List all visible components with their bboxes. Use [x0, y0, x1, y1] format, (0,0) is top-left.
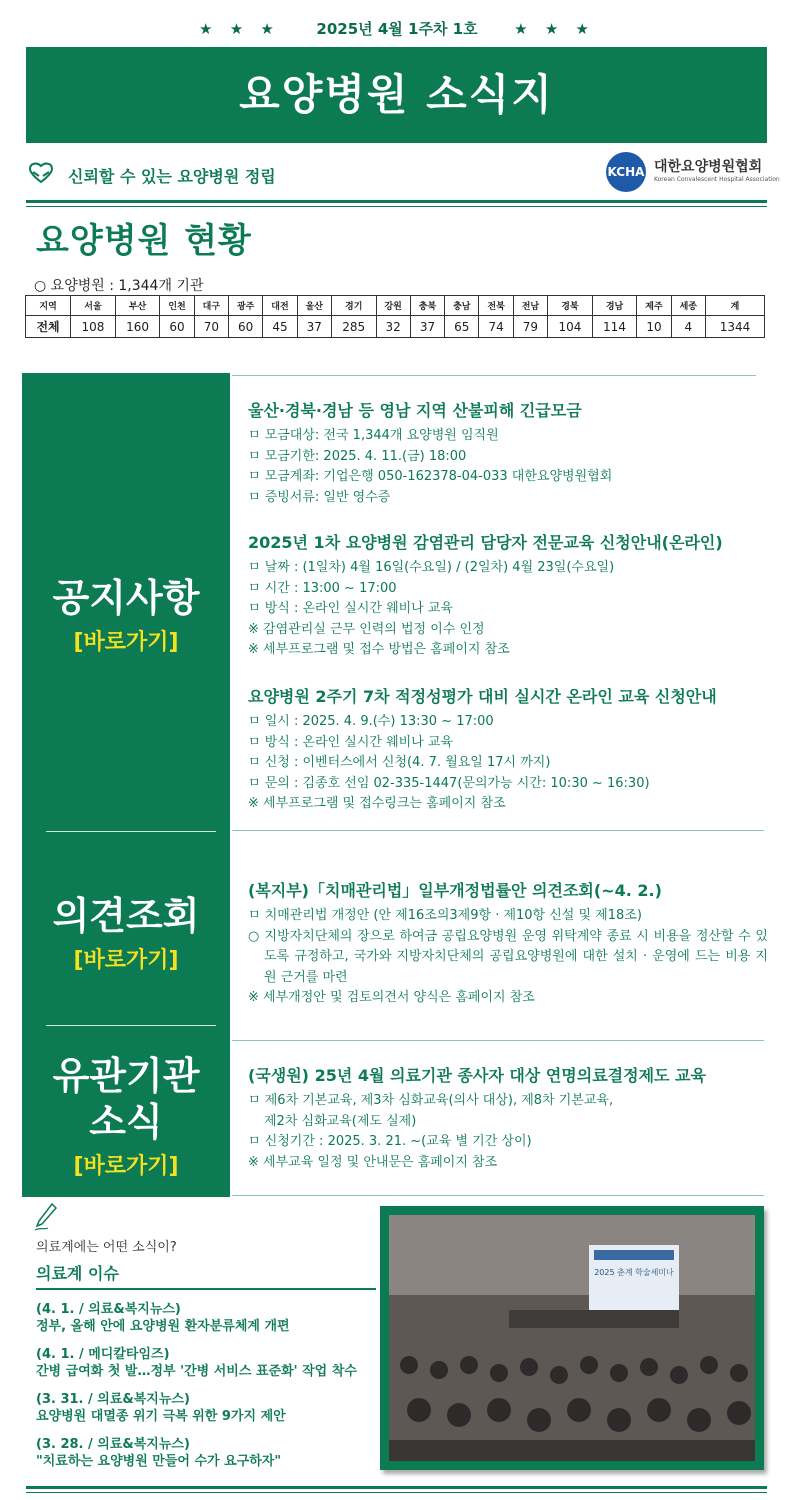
- notice-detail: ㅁ 신청 : 이벤터스에서 신청(4. 7. 월요일 17시 까지): [248, 755, 551, 770]
- stats-header-cell: 전북: [479, 296, 513, 316]
- pen-icon: [32, 1202, 58, 1232]
- hospital-count: ○ 요양병원 : 1,344개 기관: [34, 278, 204, 294]
- notice-headline[interactable]: 요양병원 2주기 7차 적정성평가 대비 실시간 온라인 교육 신청안내: [248, 687, 717, 706]
- notice-headline[interactable]: 울산·경북·경남 등 영남 지역 산불피해 긴급모금: [248, 401, 582, 420]
- stats-value-cell: 10: [637, 316, 671, 338]
- notice-detail: ㅁ 모금기한: 2025. 4. 11.(금) 18:00: [248, 448, 467, 464]
- notice-detail: ㅁ 방식 : 온라인 실시간 웨비나 교육: [248, 734, 453, 750]
- stats-header-cell: 전남: [513, 296, 547, 316]
- seminar-photo: [389, 1215, 755, 1461]
- news-item[interactable]: [36, 1301, 376, 1335]
- stats-value-cell: 37: [410, 316, 444, 338]
- sidebar-divider: [46, 831, 216, 832]
- stats-value-cell: 108: [71, 316, 116, 338]
- stats-value-row: [26, 316, 765, 338]
- stats-header-cell: 서울: [71, 296, 116, 316]
- stars-left: ★ ★ ★: [199, 20, 280, 38]
- stats-header-cell: 강원: [376, 296, 410, 316]
- news-source: (4. 1. / 의료&복지뉴스): [36, 1302, 181, 1317]
- stats-value-cell: 114: [592, 316, 637, 338]
- related-detail: ㅁ 신청기간 : 2025. 3. 21. ~(교육 별 기간 상이): [248, 1134, 532, 1149]
- opinion-shortcut-link[interactable]: [바로가기]: [73, 948, 179, 973]
- notice-detail: ㅁ 날짜 : (1일차) 4월 16일(수요일) / (2일차) 4월 23일(수요일): [248, 560, 615, 575]
- stats-value-cell: 전체: [26, 316, 71, 338]
- stats-value-cell: 160: [115, 316, 160, 338]
- section-sidebar: [22, 373, 230, 1197]
- stats-header-cell: 경기: [331, 296, 376, 316]
- footer-divider: [26, 1486, 767, 1493]
- news-title[interactable]: 정부, 올해 안에 요양병원 환자분류체계 개편: [36, 1319, 290, 1334]
- notice-detail: ※ 세부프로그램 및 접수링크는 홈페이지 참조: [248, 796, 506, 811]
- notice-item-1: [248, 398, 768, 508]
- related-headline[interactable]: (국생원) 25년 4월 의료기관 종사자 대상 연명의료결정제도 교육: [248, 1066, 706, 1085]
- related-title-line2: 소식: [89, 1100, 163, 1144]
- notice-detail: ㅁ 문의 : 김종호 선임 02-335-1447(문의가능 시간: 10:30 ~ 16:30): [248, 775, 650, 791]
- opinion-detail: ○ 지방자치단체의 장으로 하여금 공립요양병원 운영 위탁계약 종료 시 비용을 정산할 수 있도록 규정하고, 국가와 지방자치단체의 공립요양병원에 대한 설치 · 운영에 드는 비용 지원 근거를 마련: [248, 928, 768, 985]
- stats-header-cell: 충남: [445, 296, 479, 316]
- notice-detail: ※ 감염관리실 근무 인력의 법정 이수 인정: [248, 621, 485, 637]
- stats-value-cell: 79: [513, 316, 547, 338]
- banner: [26, 47, 767, 143]
- opinion-section-label: [22, 893, 230, 974]
- stats-header-cell: 지역: [26, 296, 71, 316]
- stats-value-cell: 74: [479, 316, 513, 338]
- stats-header-cell: 대구: [194, 296, 228, 316]
- seminar-photo-frame: [380, 1206, 764, 1470]
- stats-header-cell: 경북: [548, 296, 593, 316]
- related-shortcut-link[interactable]: [바로가기]: [73, 1154, 179, 1179]
- stats-value-cell: 4: [671, 316, 705, 338]
- stats-value-cell: 104: [548, 316, 593, 338]
- issue-line: [0, 18, 794, 39]
- handshake-icon: [26, 160, 56, 186]
- stats-header-cell: 부산: [115, 296, 160, 316]
- issues-title: 의료계 이슈: [36, 1261, 376, 1290]
- news-source: (3. 31. / 의료&복지뉴스): [36, 1392, 190, 1407]
- notice-section-label: [22, 575, 230, 656]
- stats-value-cell: 32: [376, 316, 410, 338]
- kcha-logo-mark: KCHA: [606, 152, 646, 192]
- stats-value-cell: 45: [263, 316, 297, 338]
- news-item[interactable]: [36, 1436, 376, 1470]
- kcha-logo: [606, 152, 780, 192]
- notice-detail: ㅁ 시간 : 13:00 ~ 17:00: [248, 580, 397, 596]
- related-title-line1: 유관기관: [52, 1054, 200, 1098]
- status-title: 요양병원 현황: [36, 221, 252, 261]
- notice-detail: ㅁ 증빙서류: 일반 영수증: [248, 489, 391, 505]
- notice-detail: ※ 세부프로그램 및 접수 방법은 홈페이지 참조: [248, 642, 510, 657]
- section-rule: [232, 1195, 764, 1196]
- news-source: (4. 1. / 메디칼타임즈): [36, 1347, 170, 1362]
- related-item: [248, 1063, 768, 1173]
- banner-title: 요양병원 소식지: [239, 70, 554, 119]
- opinion-title: 의견조회: [52, 894, 200, 938]
- opinion-headline[interactable]: (복지부)「치매관리법」일부개정법률안 의견조회(~4. 2.): [248, 881, 662, 900]
- stats-header-cell: 충북: [410, 296, 444, 316]
- notice-shortcut-link[interactable]: [바로가기]: [73, 630, 179, 655]
- related-detail: ※ 세부교육 일정 및 안내문은 홈페이지 참조: [248, 1154, 498, 1170]
- notice-title: 공지사항: [52, 576, 200, 620]
- news-title[interactable]: "치료하는 요양병원 만들어 수가 요구하자": [36, 1454, 282, 1469]
- stats-header-cell: 제주: [637, 296, 671, 316]
- related-detail: ㅁ 제6차 기본교육, 제3차 심화교육(의사 대상), 제8차 기본교육,: [248, 1093, 614, 1108]
- regional-stats-table: [25, 295, 765, 338]
- stats-header-cell: 울산: [297, 296, 331, 316]
- opinion-detail: ※ 세부개정안 및 검토의견서 양식은 홈페이지 참조: [248, 990, 535, 1005]
- seminar-photo-illustration: [389, 1215, 755, 1461]
- stats-value-cell: 65: [445, 316, 479, 338]
- notice-item-3: [248, 684, 768, 815]
- stats-value-cell: 37: [297, 316, 331, 338]
- notice-top-rule: [232, 375, 756, 376]
- kcha-logo-name: 대한요양병원협회: [654, 159, 763, 175]
- stats-value-cell: 60: [228, 316, 262, 338]
- stars-right: ★ ★ ★: [514, 20, 595, 38]
- stats-header-cell: 세종: [671, 296, 705, 316]
- header-divider: [26, 200, 767, 207]
- stats-header-cell: 인천: [160, 296, 194, 316]
- news-item[interactable]: [36, 1391, 376, 1425]
- kcha-logo-eng: Korean Convalescent Hospital Association: [654, 176, 780, 183]
- stats-value-cell: 1344: [705, 316, 764, 338]
- medical-issues: [36, 1236, 376, 1470]
- news-source: (3. 28. / 의료&복지뉴스): [36, 1437, 190, 1452]
- related-detail: 제2차 심화교육(제도 실제): [264, 1113, 417, 1129]
- notice-detail: ㅁ 모금계좌: 기업은행 050-162378-04-033 대한요양병원협회: [248, 469, 613, 484]
- opinion-detail: ㅁ 치매관리법 개정안 (안 제16조의3제9항 · 제10항 신설 및 제18조): [248, 908, 642, 923]
- stats-value-cell: 60: [160, 316, 194, 338]
- news-title[interactable]: 요양병원 대멸종 위기 극복 위한 9가지 제안: [36, 1409, 286, 1424]
- opinion-item: [248, 878, 768, 1009]
- stats-header-cell: 경남: [592, 296, 637, 316]
- related-section-label: [22, 1053, 230, 1180]
- section-rule: [232, 1040, 764, 1041]
- news-title[interactable]: 간병 급여화 첫 발…정부 '간병 서비스 표준화' 작업 착수: [36, 1364, 357, 1379]
- notice-headline[interactable]: 2025년 1차 요양병원 감염관리 담당자 전문교육 신청안내(온라인): [248, 533, 723, 552]
- notice-detail: ㅁ 일시 : 2025. 4. 9.(수) 13:30 ~ 17:00: [248, 714, 494, 729]
- section-rule: [232, 830, 764, 831]
- notice-item-2: [248, 530, 768, 661]
- photo-screen-text: 2025 춘계 학술세미나: [594, 1268, 674, 1277]
- notice-detail: ㅁ 모금대상: 전국 1,344개 요양병원 임직원: [248, 428, 499, 443]
- stats-header-cell: 계: [705, 296, 764, 316]
- issues-question: 의료계에는 어떤 소식이?: [36, 1240, 177, 1255]
- stats-header-cell: 광주: [228, 296, 262, 316]
- stats-header-row: [26, 296, 765, 316]
- sidebar-divider: [46, 1025, 216, 1026]
- notice-detail: ㅁ 방식 : 온라인 실시간 웨비나 교육: [248, 601, 453, 616]
- stats-value-cell: 70: [194, 316, 228, 338]
- stats-value-cell: 285: [331, 316, 376, 338]
- issue-number: 2025년 4월 1주차 1호: [316, 20, 478, 38]
- news-item[interactable]: [36, 1346, 376, 1380]
- tagline-text: 신뢰할 수 있는 요양병원 정립: [68, 167, 276, 186]
- stats-header-cell: 대전: [263, 296, 297, 316]
